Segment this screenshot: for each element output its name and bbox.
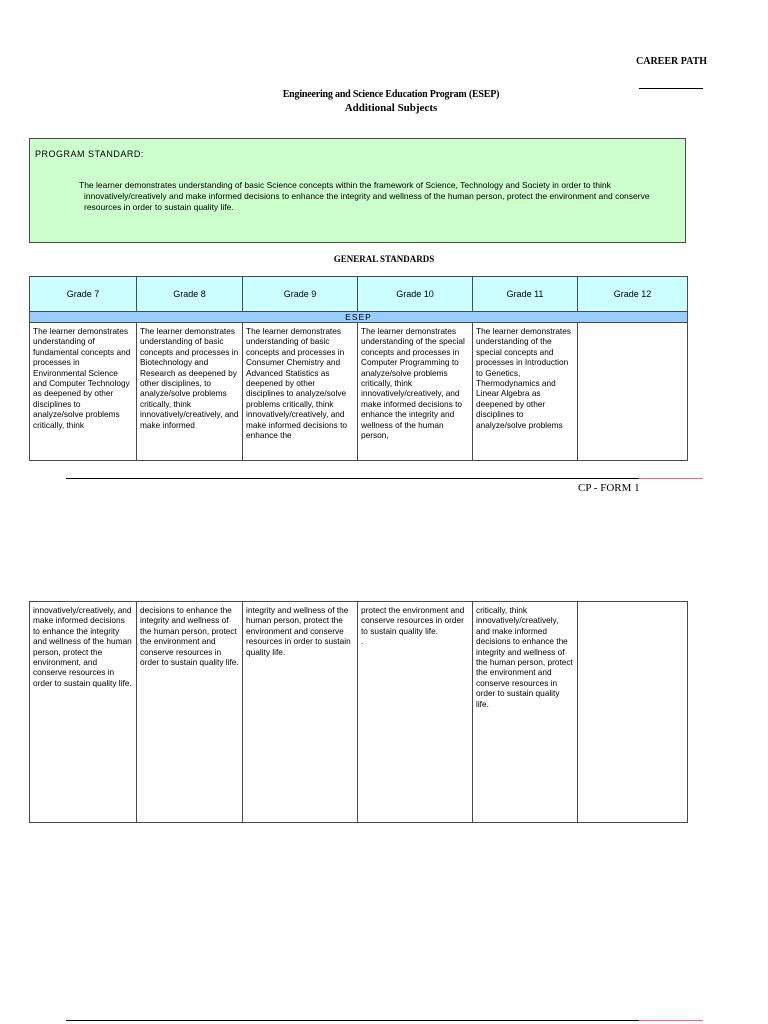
program-standard-box bbox=[29, 138, 686, 243]
header-grade-9: Grade 9 bbox=[243, 277, 358, 312]
cell-text bbox=[581, 326, 684, 457]
document-subtitle: Additional Subjects bbox=[344, 102, 438, 114]
cell-text: The learner demonstrates understanding of basic concepts and processes in Consumer Chemistry and Advanced Statistics as deepened by other disciplines to analyze/solve problems critically, think innovatively/creatively, and make informed decisions to enhance the bbox=[246, 326, 347, 441]
section-row bbox=[30, 312, 688, 323]
cell-grade-8 bbox=[137, 323, 243, 461]
header-grade-11: Grade 11 bbox=[473, 277, 578, 312]
cell-text: The learner demonstrates understanding of fundamental concepts and processes in Environmental Science and Computer Technology as deepened by other disciplines to analyze/solve problems critically, think bbox=[33, 326, 131, 430]
page-divider-accent bbox=[639, 478, 703, 479]
header-grade-8: Grade 8 bbox=[137, 277, 243, 312]
header-grade-7: Grade 7 bbox=[30, 277, 137, 312]
table-row bbox=[30, 323, 688, 461]
cell-grade-11 bbox=[473, 323, 578, 461]
cell-text: critically, think innovatively/creatively, and make informed decisions to enhance the integrity and wellness of the human person, protect the environment and conserve resources in order to sustain quality life. bbox=[476, 605, 573, 709]
cell-text bbox=[581, 605, 684, 819]
cell-grade-10-cont bbox=[358, 602, 473, 823]
cell-text: innovatively/creatively, and make informed decisions to enhance the integrity and wellness of the human person, protect the environment, and conserve resources in order to sustain quality life. bbox=[33, 605, 132, 688]
career-path-label: CAREER PATH bbox=[636, 56, 708, 67]
page-bottom-divider-accent bbox=[639, 1020, 703, 1021]
cell-text: The learner demonstrates understanding of basic concepts and processes in Biotechnology and Research as deepened by other disciplines, to analyze/solve problems critically, think innovatively/creatively, and make informed bbox=[140, 326, 239, 430]
table-header-row bbox=[30, 277, 688, 312]
cell-grade-9 bbox=[243, 323, 358, 461]
standards-table-page1 bbox=[29, 276, 688, 461]
cell-grade-12 bbox=[578, 323, 688, 461]
cell-grade-11-cont bbox=[473, 602, 578, 823]
cell-grade-7 bbox=[30, 323, 137, 461]
cell-text: The learner demonstrates understanding of the special concepts and processes in Introduction to Genetics, Thermodynamics and Linear Algebra as deepened by other disciplines to analyze/solve problems bbox=[476, 326, 572, 430]
section-label-esep: ESEP bbox=[30, 312, 688, 323]
standards-table-page2 bbox=[29, 601, 688, 823]
form-label: CP - FORM 1 bbox=[578, 482, 640, 494]
header-grade-12: Grade 12 bbox=[578, 277, 688, 312]
cell-text: integrity and wellness of the human person, protect the environment and conserve resources in order to sustain quality life. bbox=[246, 605, 351, 657]
page-bottom-divider bbox=[66, 1020, 639, 1021]
program-standard-rest: innovatively/creatively and make informed decisions to enhance the integrity and wellness of the human person, protect the environment and conserve resources in order to sustain quality life. bbox=[84, 191, 650, 212]
header-grade-10: Grade 10 bbox=[358, 277, 473, 312]
cell-text: The learner demonstrates understanding of the special concepts and processes in Computer Programming to analyze/solve problems critically, think innovatively/creatively, and make informed decisions to enhance the integrity and wellness of the human person, bbox=[361, 326, 465, 441]
cell-grade-8-cont bbox=[137, 602, 243, 823]
cell-grade-10 bbox=[358, 323, 473, 461]
table-row bbox=[30, 602, 688, 823]
document-title: Engineering and Science Education Program (ESEP) bbox=[282, 89, 500, 100]
cell-text: decisions to enhance the integrity and wellness of the human person, protect the environment and conserve resources in order to sustain quality life. bbox=[140, 605, 239, 668]
cell-grade-12-cont bbox=[578, 602, 688, 823]
cell-grade-7-cont bbox=[30, 602, 137, 823]
general-standards-heading: GENERAL STANDARDS bbox=[333, 254, 435, 264]
program-standard-text bbox=[79, 180, 659, 213]
program-standard-line1: The learner demonstrates understanding of basic Science concepts within the framework of Science, Technology and Society in order to think bbox=[79, 180, 611, 190]
cell-text: protect the environment and conserve resources in order to sustain quality life. . bbox=[361, 605, 465, 647]
program-standard-label: PROGRAM STANDARD: bbox=[35, 149, 144, 159]
page-divider bbox=[66, 478, 639, 479]
cell-grade-9-cont bbox=[243, 602, 358, 823]
